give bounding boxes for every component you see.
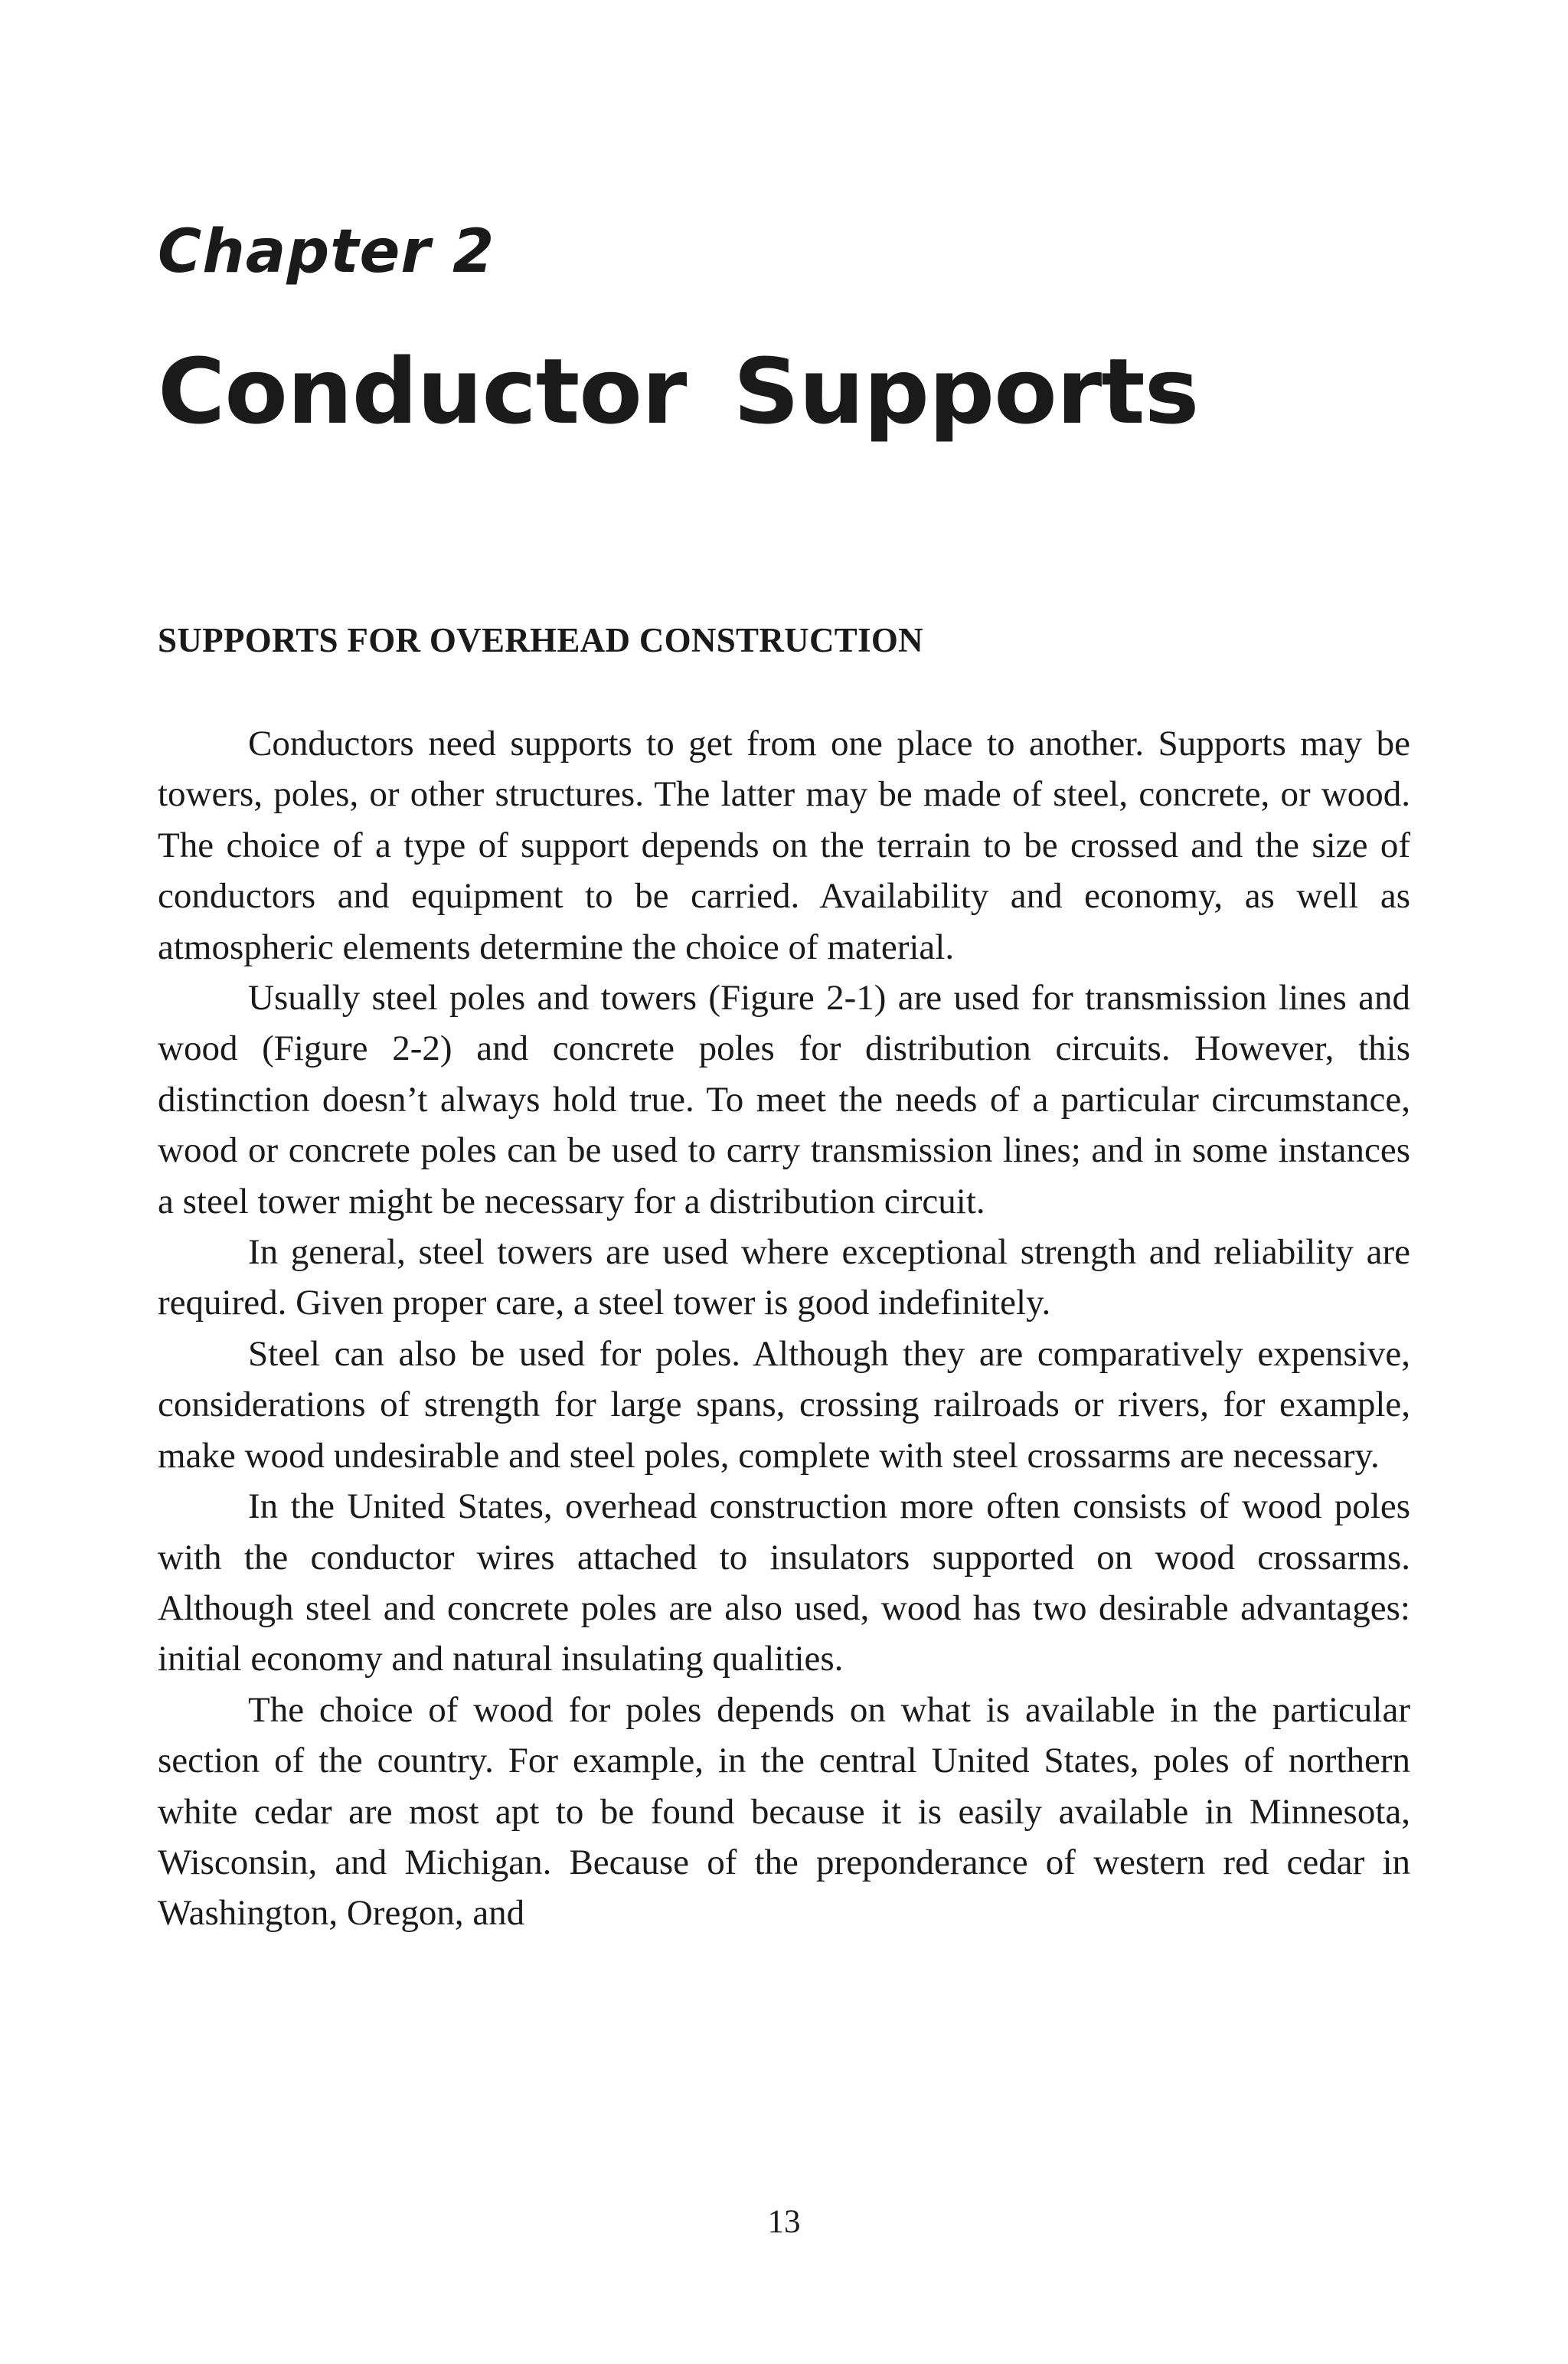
body-text [158,718,1410,1939]
paragraph: Usually steel poles and towers (Figure 2-1) are used for transmission lines and wood (Figure 2-2) and concrete poles for distribution circuits. However, this distinction doesn’t always hold true. To meet the needs of a particular circumstance, wood or concrete poles can be used to carry transmission lines; and in some instances a steel tower might be necessary for a distribution circuit. [158,978,1410,1221]
page-number: 13 [767,2204,801,2240]
paragraph: In general, steel towers are used where exceptional strength and reliability are required. Given proper care, a steel tower is good indefinitely. [158,1232,1410,1323]
section-heading: SUPPORTS FOR OVERHEAD CONSTRUCTION [158,621,923,659]
chapter-label: Chapter 2 [158,217,495,286]
paragraph: In the United States, overhead construction more often consists of wood poles with the conductor wires attached to insulators supported on wood crossarms. Although steel and concrete poles are also used, wood has two desirable advantages: initial economy and natural insulating qualities. [158,1486,1410,1679]
chapter-title: Conductor Supports [158,338,1199,444]
paragraph: The choice of wood for poles depends on what is available in the particular section of the country. For example, in the central United States, poles of northern white cedar are most apt to be found because it is easily available in Minnesota, Wisconsin, and Michigan. Because of the preponderance of western red cedar in Washington, Oregon, and [158,1689,1410,1934]
paragraph: Conductors need supports to get from one place to another. Supports may be towers, poles, or other structures. The latter may be made of steel, concrete, or wood. The choice of a type of support depends on the terrain to be crossed and the size of conductors and equipment to be carried. Availability and economy, as well as atmospheric elements determine the choice of material. [158,724,1410,967]
paragraph: Steel can also be used for poles. Although they are comparatively expensive, considerations of strength for large spans, crossing railroads or rivers, for example, make wood undesirable and steel poles, complete with steel crossarms are necessary. [158,1333,1410,1476]
book-page [158,0,1410,2364]
